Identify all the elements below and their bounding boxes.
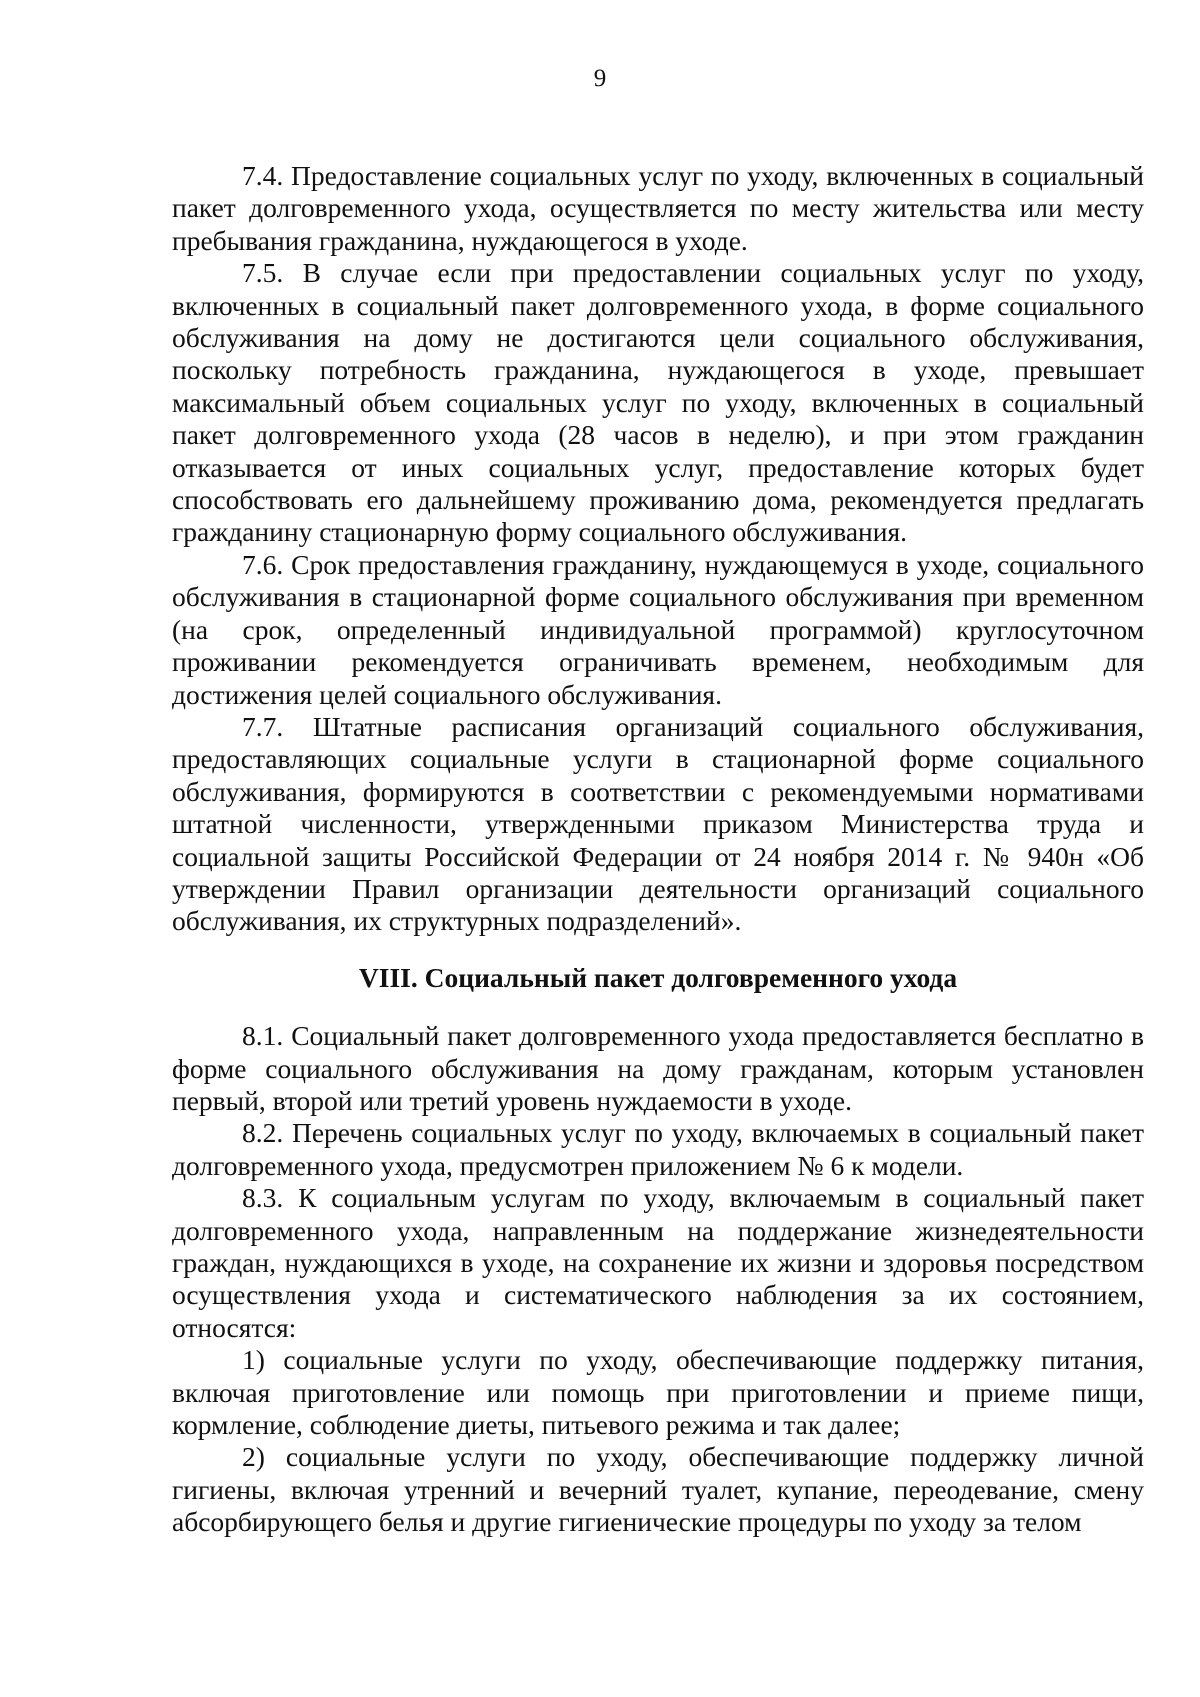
paragraph-7-7: 7.7. Штатные расписания организаций социального обслуживания, предоставляющих социальные услуги в стационарной форме социального обслуживания, формируются в соответствии с рекомендуемыми нормативами штатной численности, утвержденными приказом Министерства труда и социальной защиты Российской Федерации от 24 ноября 2014 г. № 940н «Об утверждении Правил организации деятельности организаций социального обслуживания, их структурных подразделений». xyxy=(172,710,1144,937)
document-body xyxy=(172,160,1144,1539)
paragraph-7-6: 7.6. Срок предоставления гражданину, нуждающемуся в уходе, социального обслуживания в стационарной форме социального обслуживания при временном (на срок, определенный индивидуальной программой) круглосуточном проживании рекомендуется ограничивать временем, необходимым для достижения целей социального обслуживания. xyxy=(172,548,1144,710)
page-number: 9 xyxy=(593,65,607,92)
list-item-1: 1) социальные услуги по уходу, обеспечивающие поддержку питания, включая приготовление или помощь при приготовлении и приеме пищи, кормление, соблюдение диеты, питьевого режима и так далее; xyxy=(172,1344,1144,1441)
paragraph-7-4: 7.4. Предоставление социальных услуг по уходу, включенных в социальный пакет долговременного ухода, осуществляется по месту жительства или месту пребывания гражданина, нуждающегося в уходе. xyxy=(172,160,1144,256)
section-heading: VIII. Социальный пакет долговременного ухода xyxy=(358,961,958,993)
list-item-2: 2) социальные услуги по уходу, обеспечивающие поддержку личной гигиены, включая утренний и вечерний туалет, купание, переодевание, смену абсорбирующего белья и другие гигиенические процедуры по уходу за телом xyxy=(172,1441,1144,1538)
paragraph-8-2: 8.2. Перечень социальных услуг по уходу, включаемых в социальный пакет долговременного ухода, предусмотрен приложением № 6 к модели. xyxy=(172,1117,1144,1181)
paragraph-8-3: 8.3. К социальным услугам по уходу, включаемым в социальный пакет долговременного ухода, направленным на поддержание жизнедеятельности граждан, нуждающихся в уходе, на сохранение их жизни и здоровья посредством осуществления ухода и систематического наблюдения за их состоянием, относятся: xyxy=(172,1182,1144,1343)
paragraph-7-5: 7.5. В случае если при предоставлении социальных услуг по уходу, включенных в социальный пакет долговременного ухода, в форме социального обслуживания на дому не достигаются цели социального обслуживания, поскольку потребность гражданина, нуждающегося в уходе, превышает максимальный объем социальных услуг по уходу, включенных в социальный пакет долговременного ухода (28 часов в неделю), и при этом гражданин отказывается от иных социальных услуг, предоставление которых будет способствовать его дальнейшему проживанию дома, рекомендуется предлагать гражданину стационарную форму социального обслуживания. xyxy=(172,257,1144,548)
paragraph-8-1: 8.1. Социальный пакет долговременного ухода предоставляется бесплатно в форме социального обслуживания на дому гражданам, которым установлен первый, второй или третий уровень нуждаемости в уходе. xyxy=(172,1020,1144,1116)
